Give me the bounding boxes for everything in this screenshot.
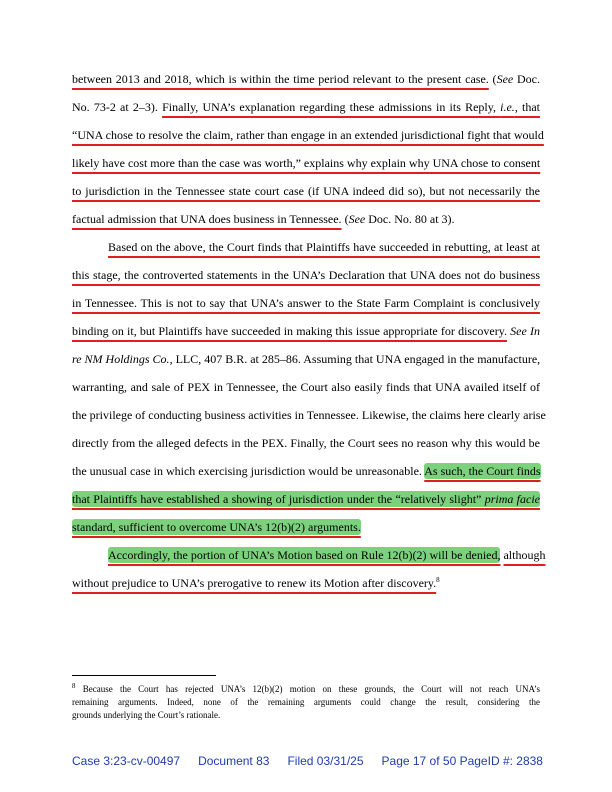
filing-footer	[72, 754, 543, 768]
body-line: warranting, and sale of PEX in Tennessee, the Court also easily finds that UNA availed itself of	[72, 380, 540, 394]
body-line: directly from the alleged defects in the PEX. Finally, the Court sees no reason why this would be	[72, 436, 540, 450]
footnote-line: $^8$ Because the Court has rejected UNA’s 12(b)(2) motion on these grounds, the Court will not reach UNA’s	[72, 682, 541, 694]
body-line: in Tennessee. This is not to say that UNA’s answer to the State Farm Complaint is conclusively	[72, 296, 540, 310]
body-line: between 2013 and 2018, which is within the time period relevant to the present case. (See Doc.	[72, 72, 540, 86]
body-line: re NM Holdings Co., LLC, 407 B.R. at 285–86. Assuming that UNA engaged in the manufacture,	[72, 352, 541, 366]
filed-date: Filed 03/31/25	[287, 754, 364, 768]
body-line: without prejudice to UNA’s prerogative to renew its Motion after discovery.$^8$	[72, 576, 440, 590]
page-info: Page 17 of 50 PageID #: 2838	[381, 754, 543, 768]
body-line: likely have cost more than the case was worth,” explains why explain why UNA chose to consent	[72, 156, 541, 170]
body-line: standard, sufficient to overcome UNA’s 12(b)(2) arguments.	[72, 520, 361, 534]
case-number: Case 3:23-cv-00497	[72, 754, 181, 768]
body-line: binding on it, but Plaintiffs have succeeded in making this issue appropriate for discovery. See In	[72, 324, 541, 338]
body-line: No. 73-2 at 2–3). Finally, UNA’s explanation regarding these admissions in its Reply, i.e., that	[72, 100, 540, 114]
footnote-reference[interactable]: 8	[436, 576, 440, 584]
body-line: the privilege of conducting business activities in Tennessee. Likewise, the claims here clearly arise	[72, 408, 546, 422]
body-line: factual admission that UNA does business in Tennessee. (See Doc. No. 80 at 3).	[72, 212, 455, 226]
body-line: to jurisdiction in the Tennessee state court case (if UNA indeed did so), but not necessarily the	[72, 184, 540, 198]
footnote-line: remaining arguments. Indeed, none of the remaining arguments could change the result, considering the	[72, 697, 540, 707]
footnote-separator	[72, 675, 216, 676]
body-line: the unusual case in which exercising jurisdiction would be unreasonable. As such, the Court finds	[72, 464, 541, 478]
body-line: Based on the above, the Court finds that Plaintiffs have succeeded in rebutting, at least at	[108, 240, 540, 254]
footnote-line: grounds underlying the Court’s rationale.	[72, 710, 221, 720]
body-line: that Plaintiffs have established a showing of jurisdiction under the “relatively slight” prima facie	[72, 492, 540, 506]
document-number: Document 83	[198, 754, 270, 768]
body-line: “UNA chose to resolve the claim, rather than engage in an extended jurisdictional fight that would	[72, 128, 544, 142]
body-line: this stage, the controverted statements in the UNA’s Declaration that UNA does not do business	[72, 268, 540, 282]
body-line: Accordingly, the portion of UNA’s Motion based on Rule 12(b)(2) will be denied, although	[108, 548, 546, 562]
